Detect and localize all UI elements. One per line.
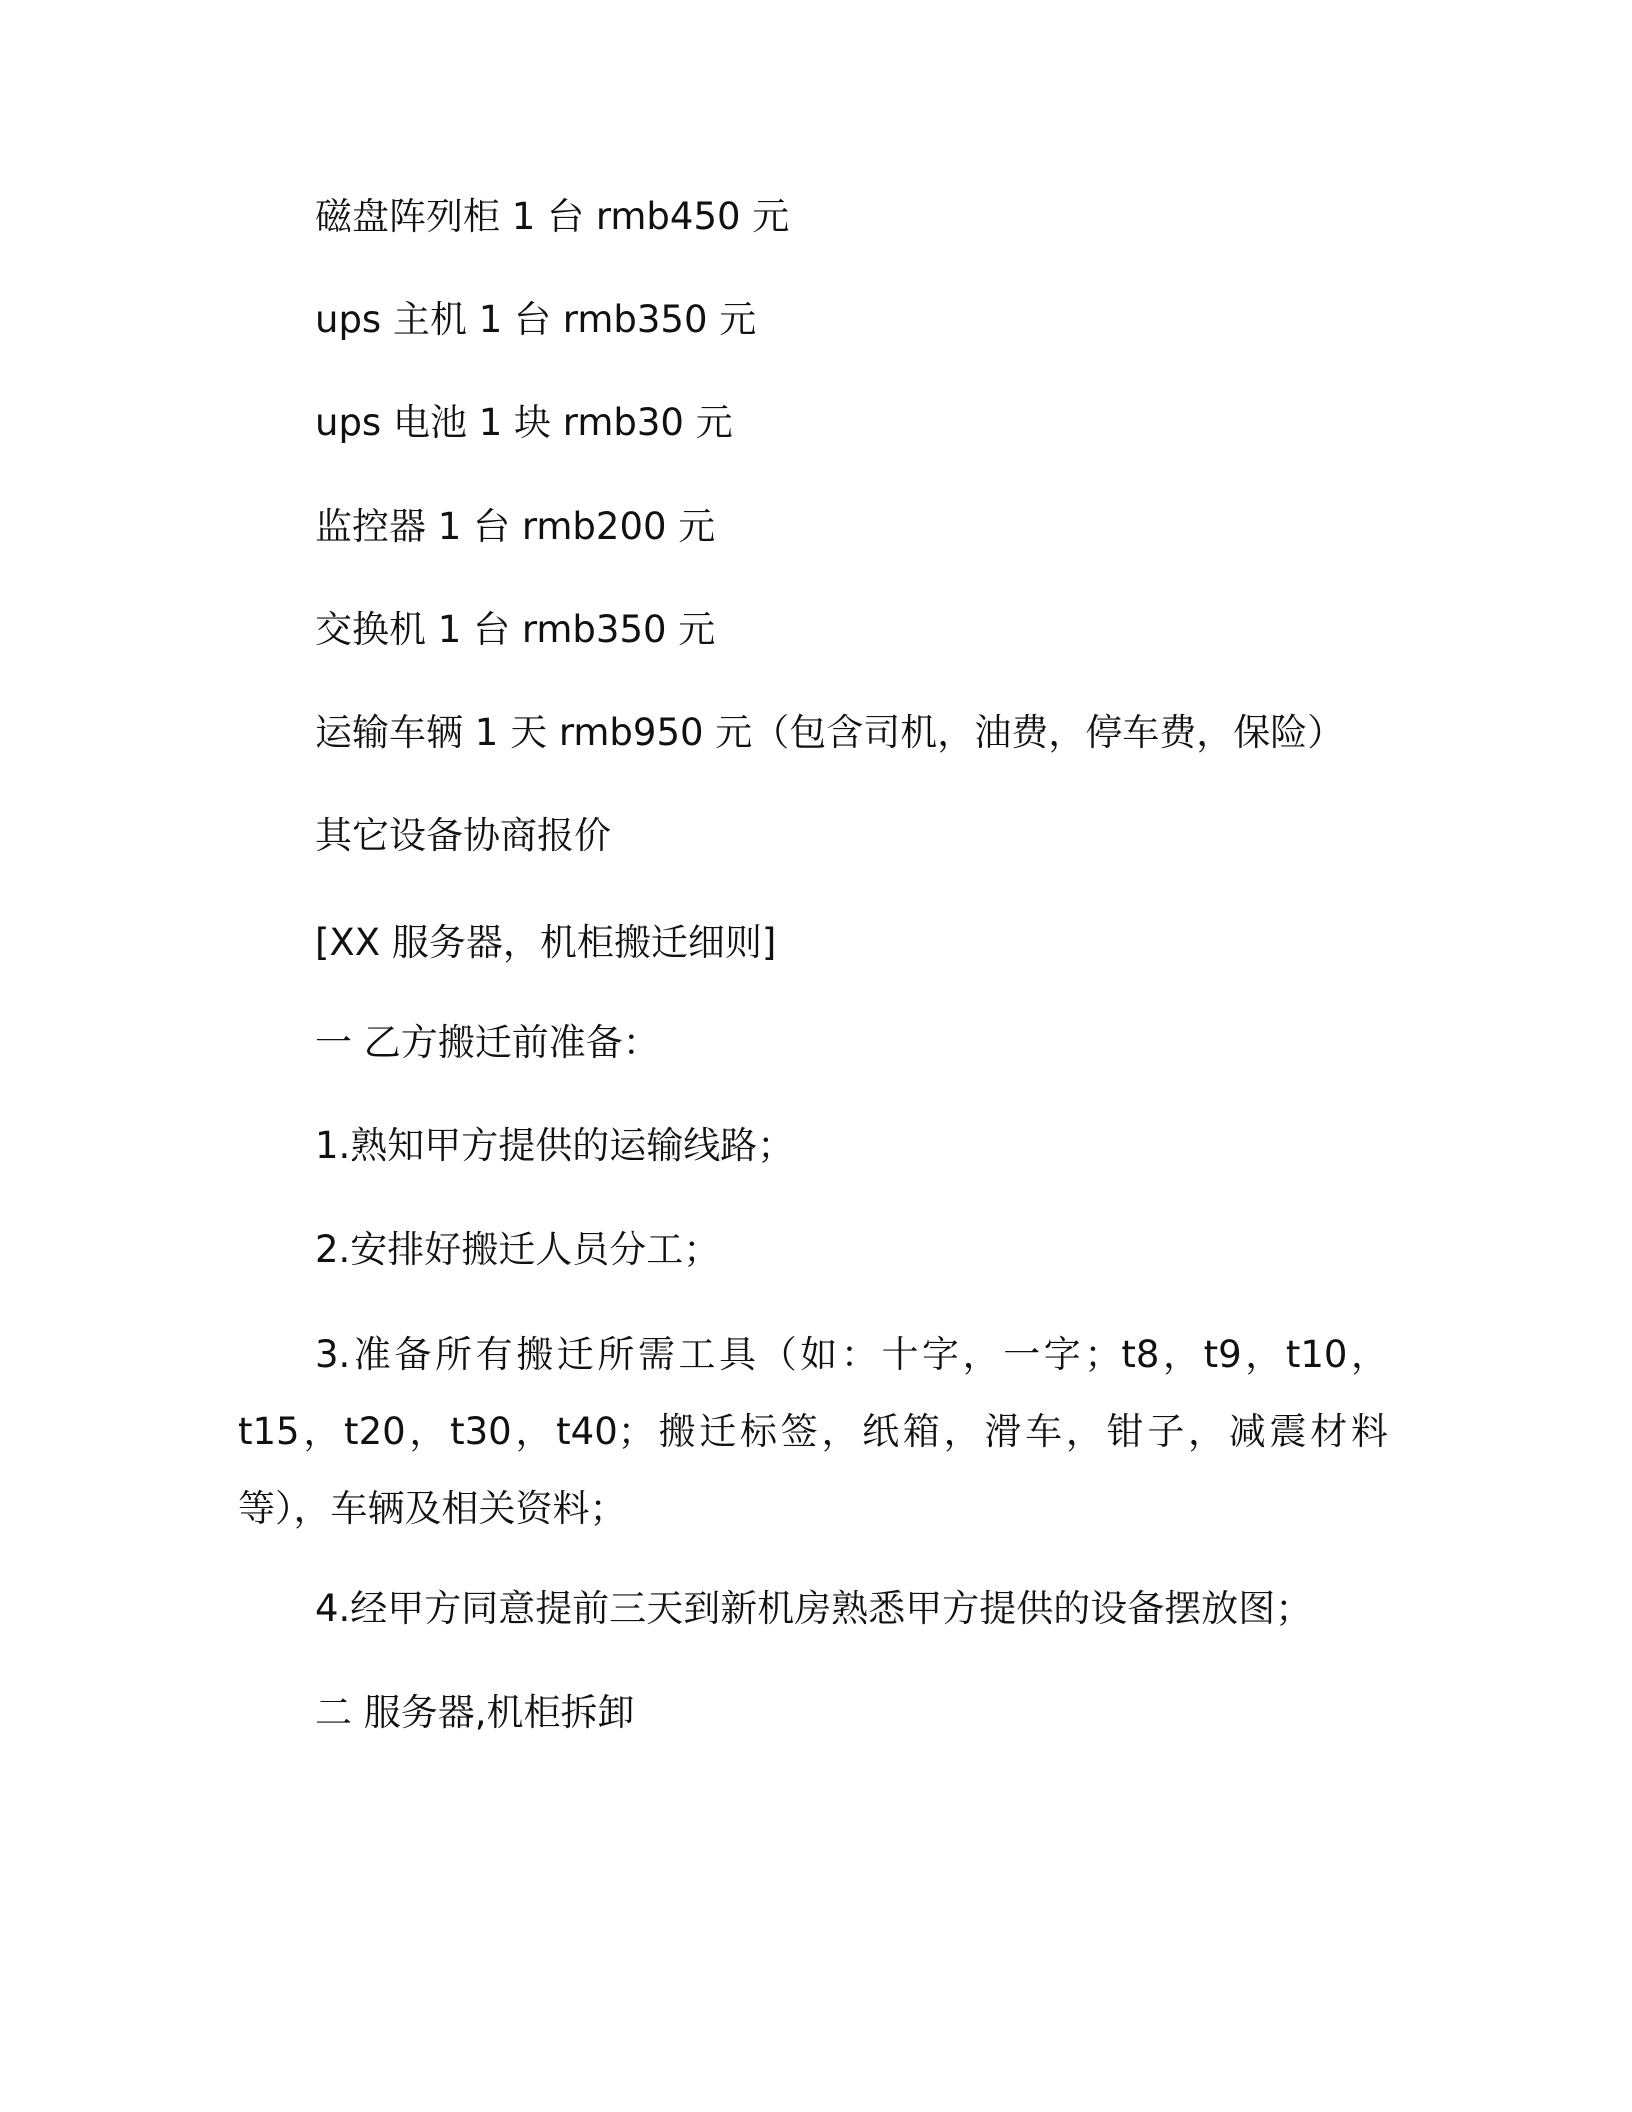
- section-title: [XX 服务器，机柜搬迁细则]: [315, 921, 777, 964]
- price-item-other: 其它设备协商报价: [315, 814, 611, 857]
- price-item-disk-array: 磁盘阵列柜 1 台 rmb450 元: [315, 195, 790, 238]
- step-1: 1.熟知甲方提供的运输线路；: [315, 1124, 795, 1167]
- step-2: 2.安排好搬迁人员分工；: [315, 1228, 721, 1271]
- price-item-switch: 交换机 1 台 rmb350 元: [315, 608, 716, 651]
- step-3: 3.准备所有搬迁所需工具（如：十字，一字；t8，t9，t10，t15，t20，t30，t40；搬迁标签，纸箱，滑车，钳子，减震材料等），车辆及相关资料；: [238, 1333, 1388, 1530]
- price-item-monitor: 监控器 1 台 rmb200 元: [315, 505, 716, 548]
- heading-dismantle: 二 服务器,机柜拆卸: [315, 1691, 635, 1734]
- price-item-transport: 运输车辆 1 天 rmb950 元（包含司机，油费，停车费，保险）: [315, 711, 1345, 754]
- step-4: 4.经甲方同意提前三天到新机房熟悉甲方提供的设备摆放图；: [315, 1587, 1313, 1630]
- price-item-ups-battery: ups 电池 1 块 rmb30 元: [315, 401, 733, 444]
- heading-preparation: 一 乙方搬迁前准备：: [315, 1021, 660, 1064]
- price-item-ups-host: ups 主机 1 台 rmb350 元: [315, 298, 757, 341]
